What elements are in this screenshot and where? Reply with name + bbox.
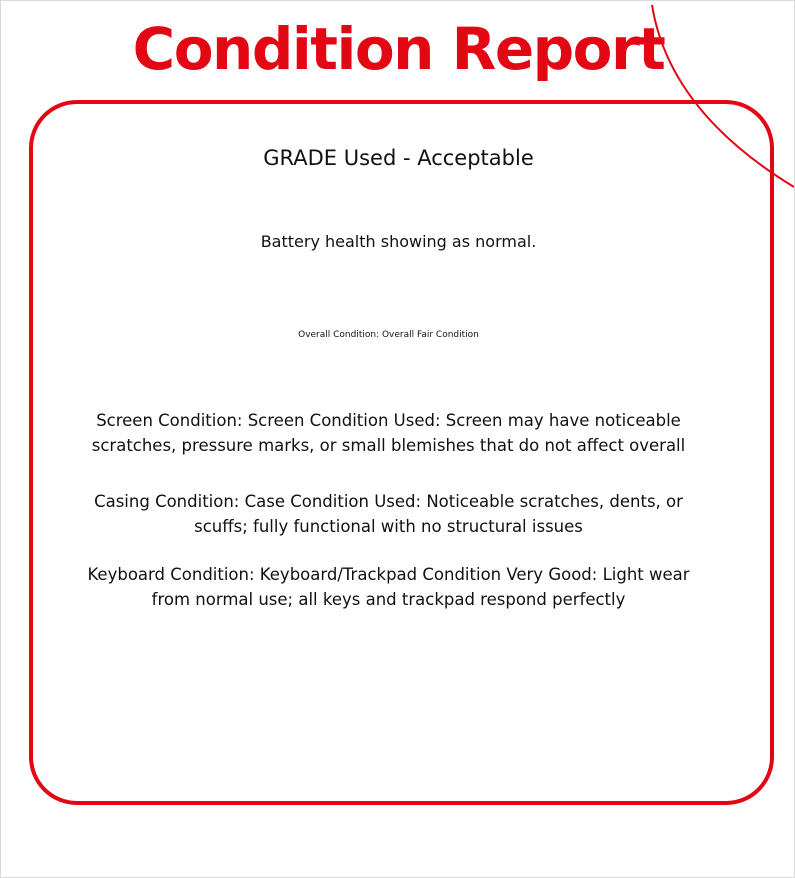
screen-condition-text: Screen Condition: Screen Condition Used: Screen may have noticeable scratches, pressure marks, or small blemishes that do not affect overall xyxy=(91,411,686,455)
page-title: Condition Report xyxy=(132,15,665,83)
keyboard-condition-text: Keyboard Condition: Keyboard/Trackpad Condition Very Good: Light wear from normal use; all keys and trackpad respond perfectly xyxy=(87,565,690,609)
casing-condition-text: Casing Condition: Case Condition Used: Noticeable scratches, dents, or scuffs; fully functional with no structural issues xyxy=(94,492,683,536)
overall-condition-text: Overall Condition: Overall Fair Condition xyxy=(298,330,479,340)
grade-label: GRADE Used - Acceptable xyxy=(263,146,534,170)
battery-health-text: Battery health showing as normal. xyxy=(260,232,537,251)
